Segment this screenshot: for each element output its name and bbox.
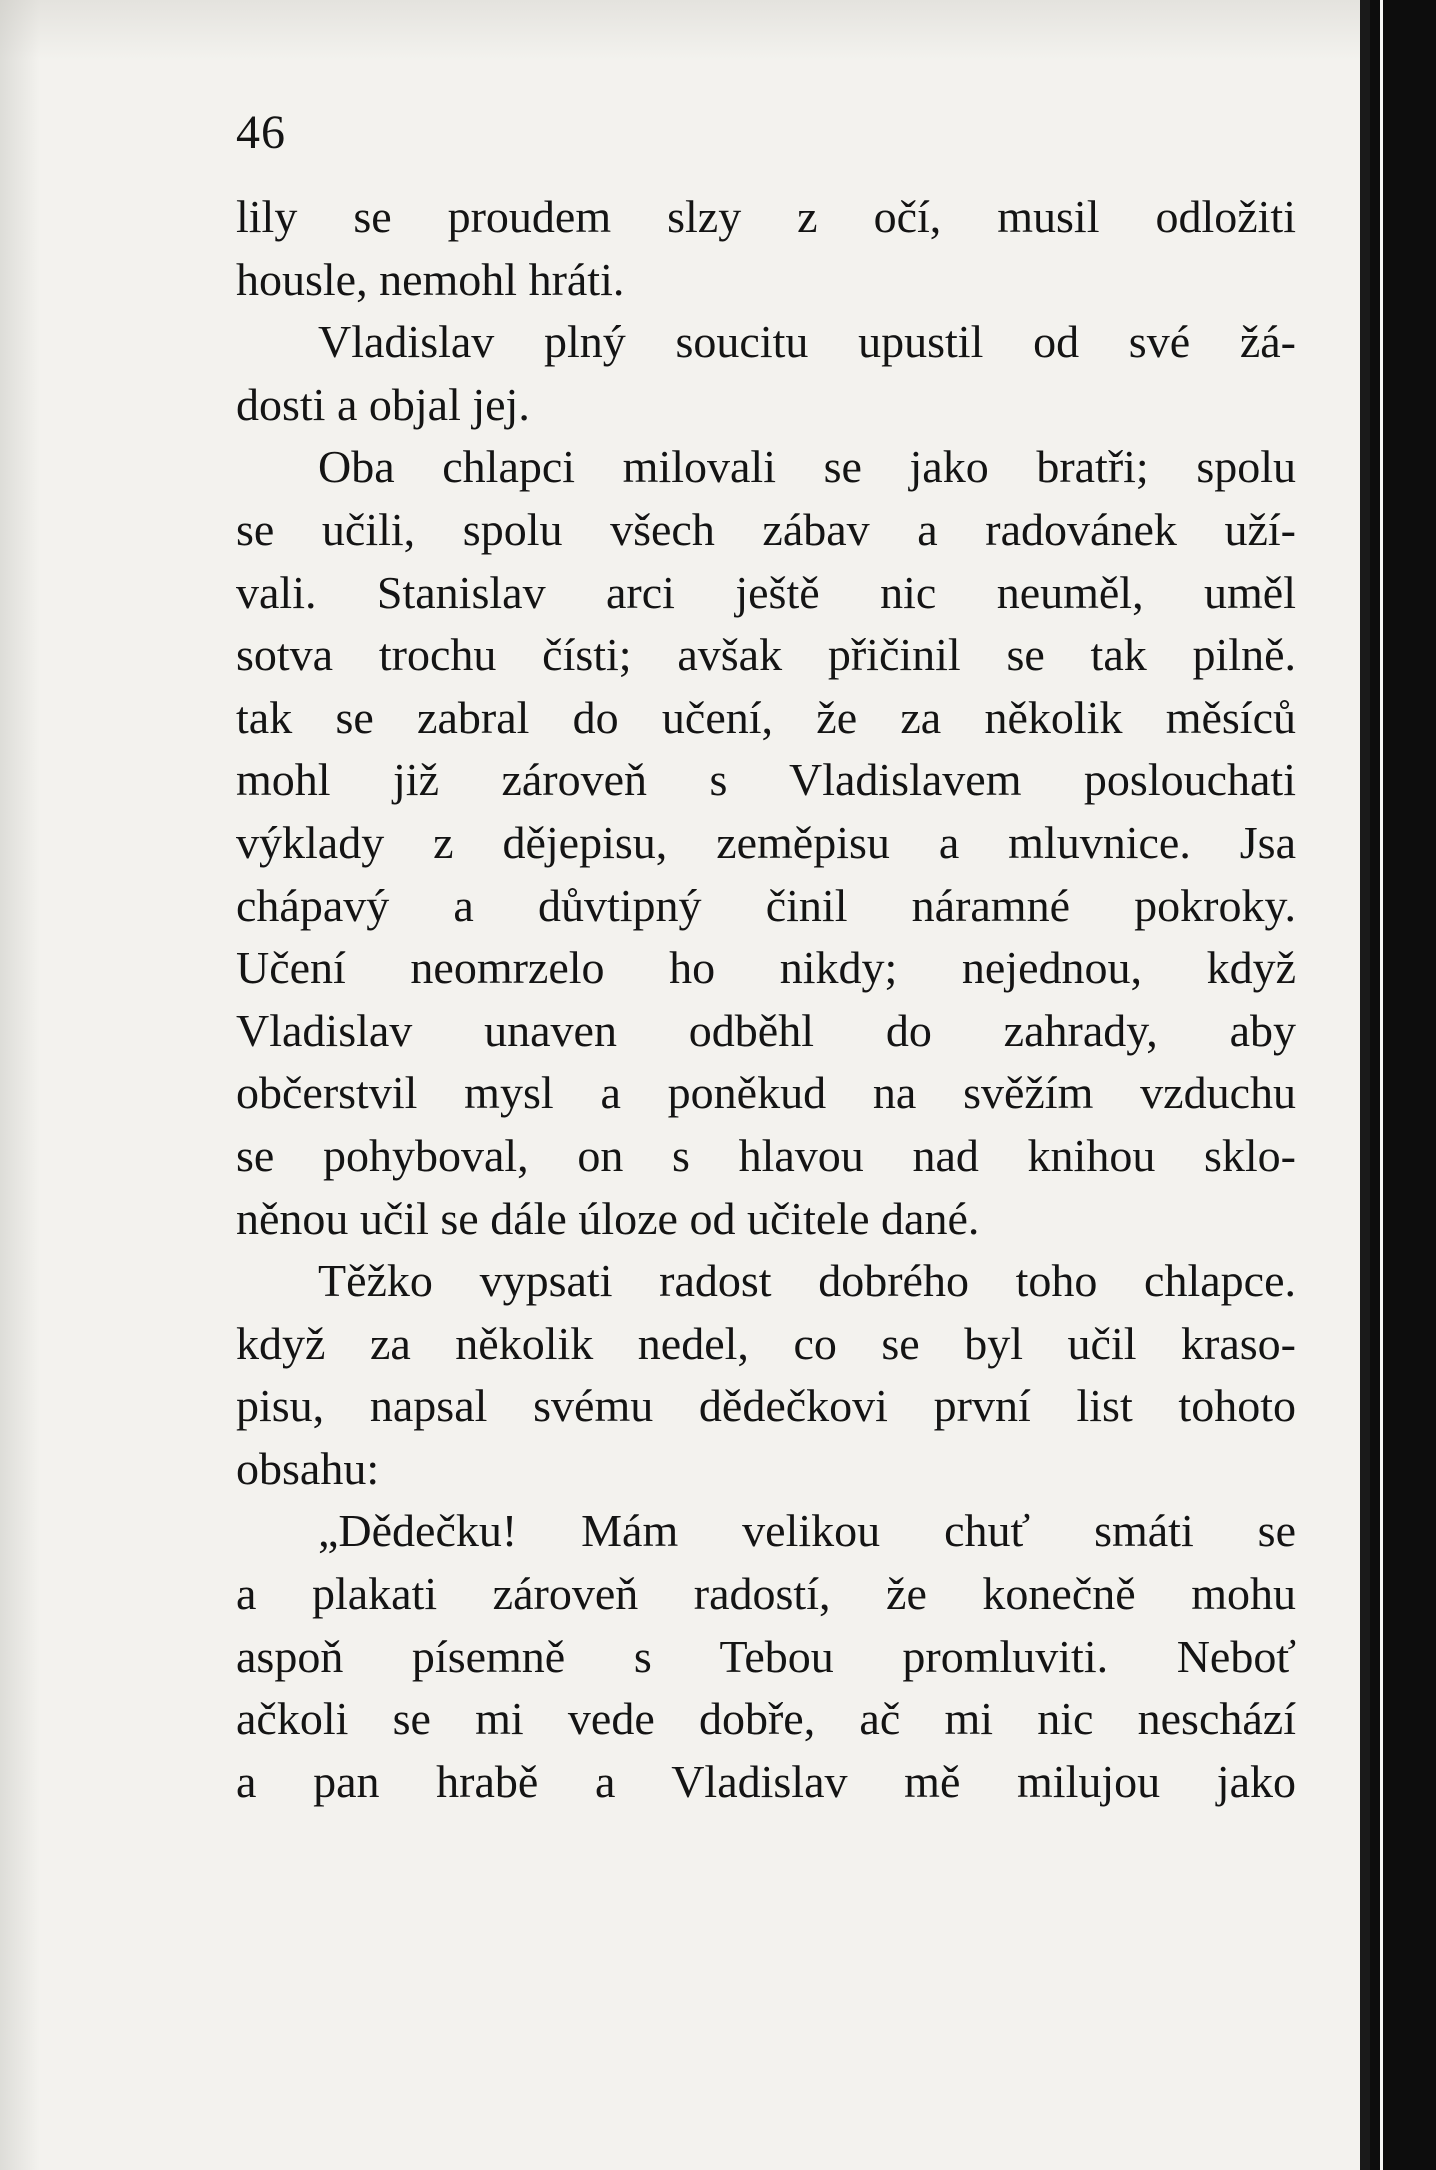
page-number: 46 [236,106,286,159]
text-line: občerstvil mysl a poněkud na svěžím vzduchu [236,1067,1296,1119]
text-line: ačkoli se mi vede dobře, ač mi nic neschází [236,1693,1296,1745]
text-line: lily se proudem slzy z očí, musil odložiti [236,191,1296,242]
text-line: se pohyboval, on s hlavou nad knihou sklo- [236,1129,1296,1181]
text-line: Vladislav unaven odběhl do zahrady, aby [236,1004,1296,1056]
text-line: a plakati zároveň radostí, že konečně mohu [236,1568,1296,1620]
text-line: Vladislav plný soucitu upustil od své žá- [318,316,1296,368]
text-line: něnou učil se dále úloze od učitele dané. [236,1192,980,1244]
text-line: Oba chlapci milovali se jako bratři; spolu [318,441,1296,493]
text-line: Těžko vypsati radost dobrého toho chlapce. [318,1255,1296,1307]
text-line: aspoň písemně s Tebou promluviti. Neboť [236,1630,1296,1682]
text-line: housle, nemohl hráti. [236,253,625,305]
text-line: sotva trochu čísti; avšak přičinil se tak pilně. [236,629,1296,681]
text-line: vali. Stanislav arci ještě nic neuměl, uměl [236,566,1296,618]
text-line: pisu, napsal svému dědečkovi první list tohoto [236,1380,1296,1432]
text-line: tak se zabral do učení, že za několik měsíců [236,691,1296,743]
text-line: dosti a objal jej. [236,378,530,430]
text-line: chápavý a důvtipný činil náramné pokroky. [236,879,1296,931]
text-line: obsahu: [236,1442,380,1494]
text-line: výklady z dějepisu, zeměpisu a mluvnice. Jsa [236,816,1296,868]
text-line: když za několik nedel, co se byl učil kraso- [236,1317,1296,1369]
text-line: Učení neomrzelo ho nikdy; nejednou, když [236,942,1296,994]
text-line: a pan hrabě a Vladislav mě milujou jako [236,1755,1296,1807]
text-line: „Dědečku! Mám velikou chuť smáti se [318,1505,1296,1557]
text-line: se učili, spolu všech zábav a radovánek uží- [236,503,1296,555]
scan-margin [1380,0,1436,2170]
body-text [236,186,1296,1813]
text-line: mohl již zároveň s Vladislavem poslouchati [236,754,1296,806]
